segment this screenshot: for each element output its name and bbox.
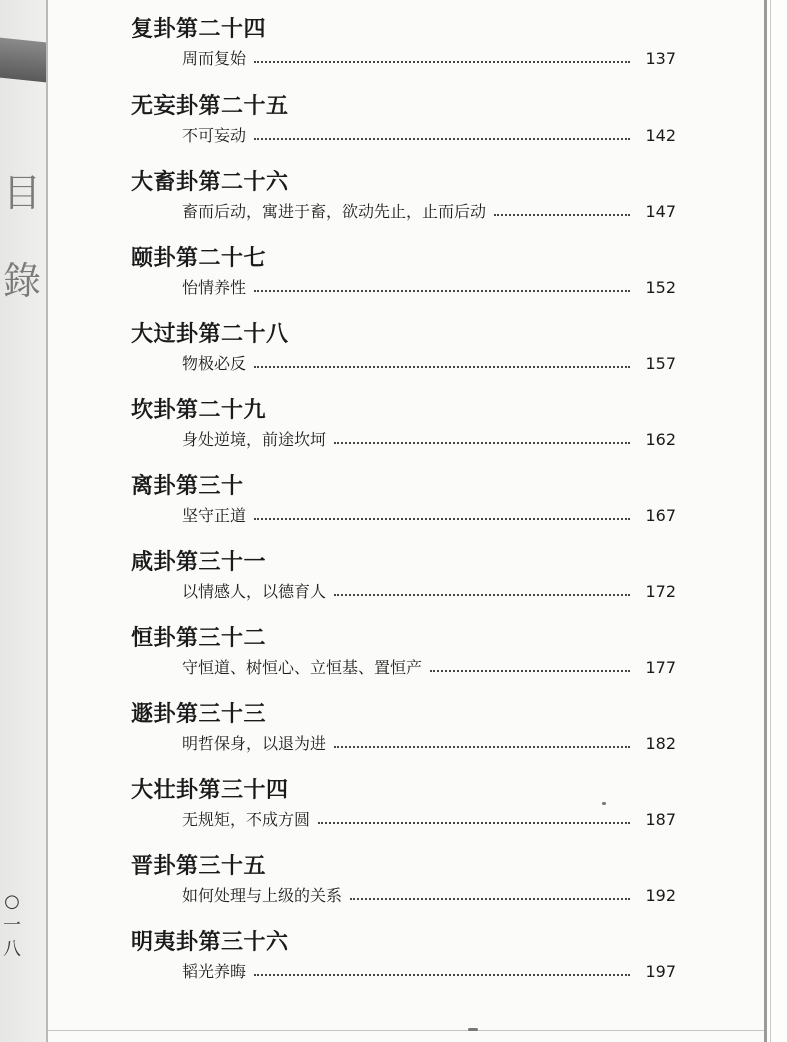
section-title: 韬光养晦 bbox=[182, 962, 247, 981]
toc-entry bbox=[0, 776, 787, 852]
toc-entry bbox=[0, 472, 787, 548]
page-number: 177 bbox=[645, 658, 676, 677]
chapter-title: 复卦第二十四 bbox=[131, 16, 267, 42]
section-title: 不可妄动 bbox=[182, 126, 247, 145]
margin-title-char: 錄 bbox=[2, 259, 41, 303]
toc-row[interactable] bbox=[182, 125, 676, 147]
section-title: 如何处理与上级的关系 bbox=[182, 886, 343, 905]
toc-entry bbox=[0, 548, 787, 624]
section-title: 周而复始 bbox=[182, 49, 247, 68]
page-number: 167 bbox=[645, 506, 676, 525]
toc-entry bbox=[0, 396, 787, 472]
toc-entry bbox=[0, 92, 787, 168]
toc-row[interactable] bbox=[182, 733, 676, 755]
toc-entry bbox=[0, 928, 787, 1004]
toc-row[interactable] bbox=[182, 581, 676, 603]
toc-row[interactable] bbox=[182, 48, 676, 70]
margin-page-number-char: 八 bbox=[3, 939, 21, 960]
toc-entry bbox=[0, 320, 787, 396]
margin-page-number-char: ○ bbox=[4, 891, 20, 912]
toc-entry bbox=[0, 244, 787, 320]
toc-row[interactable] bbox=[182, 505, 676, 527]
chapter-title: 大过卦第二十八 bbox=[131, 321, 289, 347]
page-number: 157 bbox=[645, 354, 676, 373]
section-title: 无规矩，不成方圆 bbox=[182, 810, 311, 829]
dot-leader bbox=[334, 593, 630, 596]
page-number: 147 bbox=[645, 202, 676, 221]
chapter-title: 离卦第三十 bbox=[131, 473, 244, 499]
chapter-title: 晋卦第三十五 bbox=[131, 853, 267, 879]
toc-row[interactable] bbox=[182, 353, 676, 375]
section-title: 物极必反 bbox=[182, 354, 247, 373]
toc-row[interactable] bbox=[182, 885, 676, 907]
toc-row[interactable] bbox=[182, 657, 676, 679]
section-title: 畜而后动，寓进于畜，欲动先止，止而后动 bbox=[182, 202, 487, 221]
page-number: 162 bbox=[645, 430, 676, 449]
chapter-title: 大畜卦第二十六 bbox=[131, 169, 289, 195]
page-number: 142 bbox=[645, 126, 676, 145]
page-number: 182 bbox=[645, 734, 676, 753]
dot-leader bbox=[350, 897, 630, 900]
section-title: 明哲保身，以退为进 bbox=[182, 734, 327, 753]
toc-row[interactable] bbox=[182, 277, 676, 299]
dot-leader bbox=[254, 973, 630, 976]
chapter-title: 颐卦第二十七 bbox=[131, 245, 267, 271]
dot-leader bbox=[334, 441, 630, 444]
page-number: 192 bbox=[645, 886, 676, 905]
chapter-title: 明夷卦第三十六 bbox=[131, 929, 289, 955]
section-title: 守恒道、树恒心、立恒基、置恒产 bbox=[182, 658, 423, 677]
dot-leader bbox=[318, 821, 630, 824]
margin-title-char: 目 bbox=[2, 171, 41, 215]
bottom-rule bbox=[48, 1030, 764, 1031]
toc-entry bbox=[0, 624, 787, 700]
page-number: 187 bbox=[645, 810, 676, 829]
chapter-title: 咸卦第三十一 bbox=[131, 549, 267, 575]
toc-row[interactable] bbox=[182, 961, 676, 983]
page-number: 197 bbox=[645, 962, 676, 981]
toc-row[interactable] bbox=[182, 201, 676, 223]
chapter-title: 遯卦第三十三 bbox=[131, 701, 267, 727]
section-title: 怡情养性 bbox=[182, 278, 247, 297]
dot-leader bbox=[334, 745, 630, 748]
toc-entry bbox=[0, 15, 787, 91]
dot-leader bbox=[254, 60, 630, 63]
section-title: 身处逆境，前途坎坷 bbox=[182, 430, 327, 449]
chapter-title: 恒卦第三十二 bbox=[131, 625, 267, 651]
dot-leader bbox=[254, 137, 630, 140]
chapter-title: 大壮卦第三十四 bbox=[131, 777, 289, 803]
scan-speck bbox=[468, 1028, 478, 1031]
margin-page-number-char: 一 bbox=[3, 915, 21, 936]
page-number: 172 bbox=[645, 582, 676, 601]
page-number: 152 bbox=[645, 278, 676, 297]
toc-entry bbox=[0, 852, 787, 928]
dot-leader bbox=[254, 289, 630, 292]
toc-row[interactable] bbox=[182, 809, 676, 831]
chapter-title: 无妄卦第二十五 bbox=[131, 93, 289, 119]
dot-leader bbox=[254, 365, 630, 368]
section-title: 以情感人，以德育人 bbox=[182, 582, 327, 601]
section-title: 坚守正道 bbox=[182, 506, 247, 525]
page-number: 137 bbox=[645, 49, 676, 68]
dot-leader bbox=[494, 213, 630, 216]
chapter-title: 坎卦第二十九 bbox=[131, 397, 267, 423]
dot-leader bbox=[254, 517, 630, 520]
dot-leader bbox=[430, 669, 630, 672]
toc-entry bbox=[0, 168, 787, 244]
toc-row[interactable] bbox=[182, 429, 676, 451]
toc-entry bbox=[0, 700, 787, 776]
